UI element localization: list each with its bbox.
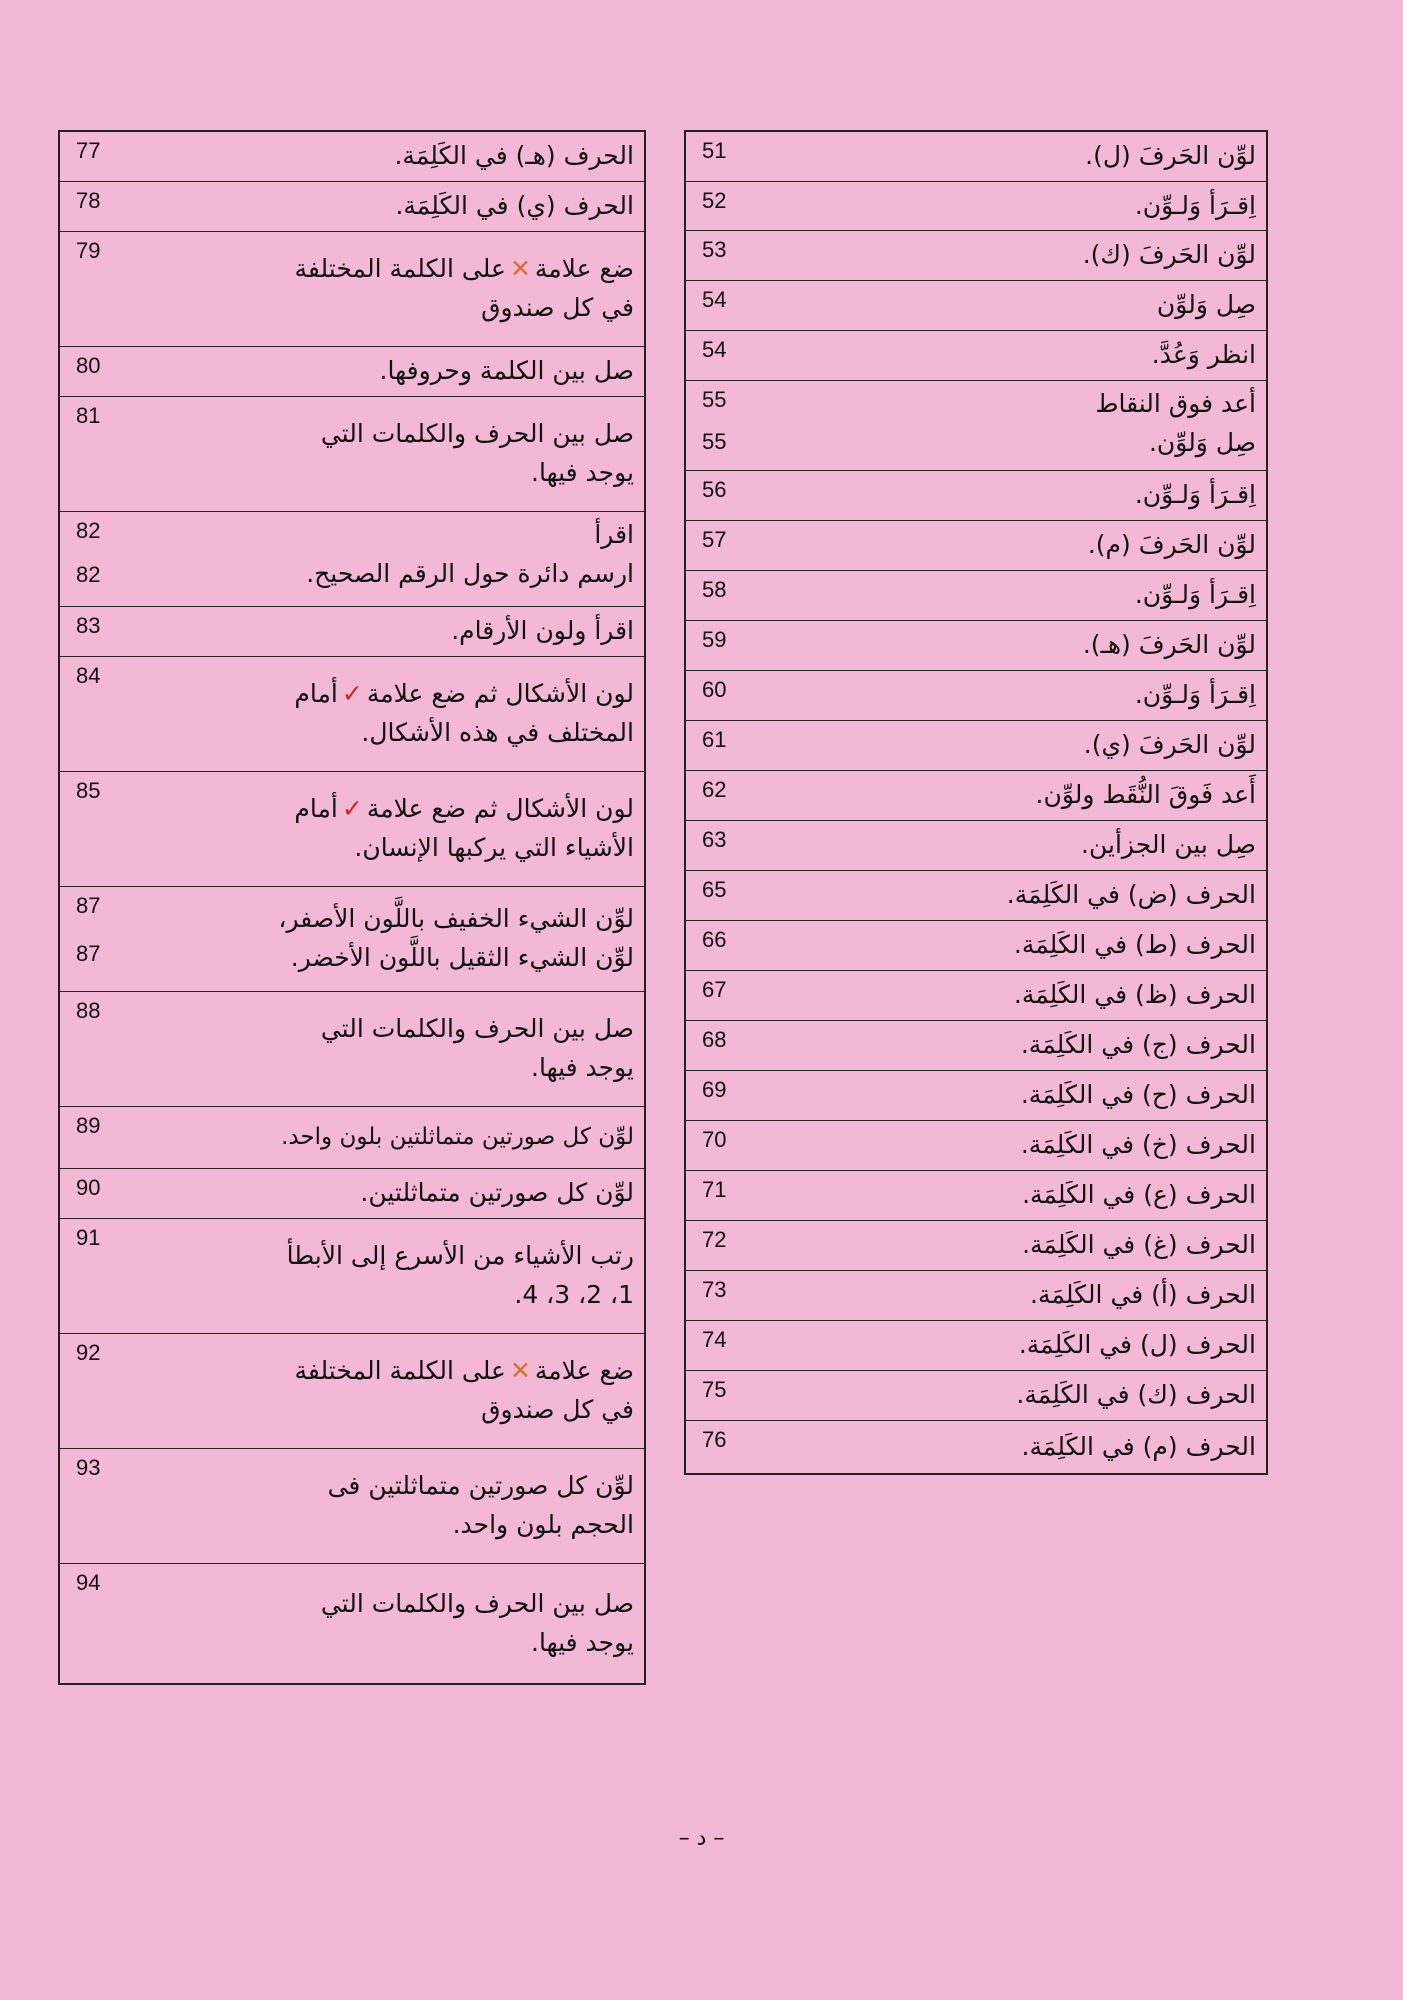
toc-page-number: 56 xyxy=(702,477,727,502)
toc-entry-text: الحرف (هـ) في الكَلِمَة. xyxy=(394,141,634,171)
toc-page-number: 75 xyxy=(702,1377,727,1402)
toc-entry-text: الحرف (ض) في الكَلِمَة. xyxy=(1006,880,1256,910)
toc-entry-text: الحرف (أ) في الكَلِمَة. xyxy=(1030,1280,1256,1310)
toc-entry-text: ضع علامة xyxy=(534,1356,634,1386)
toc-entry-text: أمام xyxy=(294,794,338,824)
toc-row xyxy=(60,347,644,397)
toc-row xyxy=(686,1321,1266,1371)
toc-entry-text: الحرف (ظ) في الكَلِمَة. xyxy=(1013,980,1256,1010)
toc-entry-text: صل بين الكلمة وحروفها. xyxy=(379,356,634,386)
toc-row xyxy=(686,1421,1266,1473)
toc-row xyxy=(60,992,644,1107)
toc-page-number: 82 xyxy=(76,518,101,543)
toc-entry-text: يوجد فيها. xyxy=(531,458,634,487)
toc-entry-text: الحرف (ك) في الكَلِمَة. xyxy=(1016,1380,1256,1410)
toc-page-number: 55 xyxy=(702,429,727,454)
toc-entry-line xyxy=(140,675,634,714)
toc-page-number: 87 xyxy=(76,893,101,918)
toc-row xyxy=(686,971,1266,1021)
toc-row xyxy=(60,1169,644,1219)
toc-row xyxy=(686,1221,1266,1271)
toc-entry-text: صِل وَلوِّن xyxy=(1156,290,1256,320)
toc-row xyxy=(686,1071,1266,1121)
toc-entry-text: لوِّن الحَرفَ (ي). xyxy=(1083,730,1256,760)
toc-row xyxy=(686,921,1266,971)
toc-entry-block xyxy=(140,1334,634,1448)
toc-entry-block xyxy=(140,657,634,771)
toc-row xyxy=(60,772,644,887)
toc-entry-text: الحرف (ح) في الكَلِمَة. xyxy=(1020,1080,1256,1110)
toc-entry-text: اِقـرَأ وَلـوِّن. xyxy=(1134,580,1256,610)
toc-entry-text: الأشياء التي يركبها الإنسان. xyxy=(354,833,634,862)
toc-entry-text: الحرف (ل) في الكَلِمَة. xyxy=(1018,1330,1256,1360)
toc-row xyxy=(686,521,1266,571)
toc-entry-text: صل بين الحرف والكلمات التي xyxy=(320,1588,634,1618)
toc-row xyxy=(60,397,644,512)
toc-entry-text: لوِّن الحَرفَ (هـ). xyxy=(1082,630,1256,660)
toc-page-number: 58 xyxy=(702,577,727,602)
toc-page-number: 94 xyxy=(76,1570,101,1595)
toc-entry-text: يوجد فيها. xyxy=(531,1053,634,1082)
toc-entry-block xyxy=(140,232,634,346)
toc-entry-text: أعد فوق النقاط xyxy=(1095,389,1256,418)
toc-row xyxy=(686,1371,1266,1421)
toc-row xyxy=(686,1171,1266,1221)
toc-entry-text: اِقـرَأ وَلـوِّن. xyxy=(1134,680,1256,710)
toc-page-number: 72 xyxy=(702,1227,727,1252)
toc-row xyxy=(686,331,1266,381)
toc-entry-text: صل بين الحرف والكلمات التي xyxy=(320,1014,634,1044)
toc-entry-block xyxy=(140,512,634,606)
toc-row xyxy=(686,471,1266,521)
toc-entry-text: في كل صندوق xyxy=(481,1395,634,1424)
toc-page-number: 54 xyxy=(702,337,727,362)
toc-page-number: 77 xyxy=(76,138,101,163)
toc-entry-text: لوِّن كل صورتين متماثلتين. xyxy=(360,1178,634,1208)
toc-entry-text: الحجم بلون واحد. xyxy=(452,1510,634,1539)
toc-entry-text: في كل صندوق xyxy=(481,293,634,322)
toc-entry-block xyxy=(140,1564,634,1683)
toc-page-number: 71 xyxy=(702,1177,727,1202)
toc-page-number: 53 xyxy=(702,237,727,262)
toc-page-number: 67 xyxy=(702,977,727,1002)
toc-entry-text: اقرأ ولون الأرقام. xyxy=(451,616,634,646)
toc-row xyxy=(60,232,644,347)
toc-entry-text: انظر وَعُدَّ. xyxy=(1151,340,1256,370)
toc-entry-text: اِقـرَأ وَلـوِّن. xyxy=(1134,480,1256,510)
toc-row xyxy=(60,512,644,607)
toc-entry-text: الحرف (م) في الكَلِمَة. xyxy=(1021,1431,1256,1461)
toc-row xyxy=(686,182,1266,231)
toc-page-number: 55 xyxy=(702,387,727,412)
toc-entry-text: صِل بين الجزأين. xyxy=(1081,830,1256,860)
toc-page-number: 79 xyxy=(76,238,101,263)
toc-page-number: 52 xyxy=(702,188,727,213)
toc-entry-text: 1، 2، 3، 4. xyxy=(514,1280,634,1309)
toc-row xyxy=(686,671,1266,721)
toc-page-number: 74 xyxy=(702,1327,727,1352)
toc-entry-text: الحرف (ع) في الكَلِمَة. xyxy=(1022,1180,1256,1210)
toc-entry-text: لوِّن كل صورتين متماثلتين فى xyxy=(327,1471,634,1501)
toc-row xyxy=(686,281,1266,331)
toc-page-number: 60 xyxy=(702,677,727,702)
toc-page-number: 78 xyxy=(76,188,101,213)
toc-page-number: 88 xyxy=(76,998,101,1023)
toc-table-right xyxy=(684,130,1268,1475)
toc-row xyxy=(686,231,1266,281)
toc-entry-text: على الكلمة المختلفة xyxy=(294,254,506,284)
toc-row xyxy=(686,132,1266,182)
toc-row xyxy=(686,1021,1266,1071)
toc-entry-text: يوجد فيها. xyxy=(531,1627,634,1657)
toc-page-number: 93 xyxy=(76,1455,101,1480)
toc-entry-text: لوِّن كل صورتين متماثلتين بلون واحد. xyxy=(281,1123,634,1150)
x-mark-icon: ✕ xyxy=(509,254,531,284)
toc-page-number: 85 xyxy=(76,778,101,803)
toc-page-number: 59 xyxy=(702,627,727,652)
toc-entry-text: ارسم دائرة حول الرقم الصحيح. xyxy=(306,558,634,588)
toc-entry-line xyxy=(140,790,634,829)
toc-row xyxy=(686,571,1266,621)
check-mark-icon: ✓ xyxy=(341,794,363,824)
toc-row xyxy=(60,607,644,657)
toc-row xyxy=(686,871,1266,921)
toc-entry-text: على الكلمة المختلفة xyxy=(294,1356,506,1386)
toc-row xyxy=(686,1271,1266,1321)
toc-entry-block xyxy=(140,887,634,991)
toc-entry-line xyxy=(140,250,634,289)
toc-page-number: 68 xyxy=(702,1027,727,1052)
toc-row xyxy=(686,771,1266,821)
toc-page-number: 57 xyxy=(702,527,727,552)
toc-page-number: 82 xyxy=(76,562,101,587)
toc-row xyxy=(686,721,1266,771)
toc-entry-text: لوِّن الحَرفَ (ل). xyxy=(1085,141,1256,171)
toc-entry-block xyxy=(140,992,634,1106)
toc-entry-text: اقرأ xyxy=(594,520,634,549)
toc-page-number: 62 xyxy=(702,777,727,802)
toc-page-number: 51 xyxy=(702,138,727,163)
toc-entry-text: الحرف (ج) في الكَلِمَة. xyxy=(1020,1030,1256,1060)
toc-row xyxy=(60,1564,644,1683)
toc-row xyxy=(60,887,644,992)
toc-entry-text: المختلف في هذه الأشكال. xyxy=(361,718,634,747)
toc-row xyxy=(60,657,644,772)
toc-entry-text: لوِّن الشيء الثقيل باللَّون الأخضر. xyxy=(290,943,634,972)
toc-page-number: 84 xyxy=(76,663,101,688)
toc-row xyxy=(686,621,1266,671)
toc-page-number: 89 xyxy=(76,1113,101,1138)
toc-entry-text: لوِّن الشيء الخفيف باللَّون الأصفر، xyxy=(278,904,634,934)
toc-page-number: 90 xyxy=(76,1175,101,1200)
toc-entry-text: الحرف (ي) في الكَلِمَة. xyxy=(395,191,634,221)
toc-entry-line xyxy=(140,1352,634,1391)
toc-page-number: 61 xyxy=(702,727,727,752)
toc-entry-text: صل بين الحرف والكلمات التي xyxy=(320,419,634,449)
toc-entry-text: الحرف (غ) في الكَلِمَة. xyxy=(1022,1230,1256,1260)
toc-row xyxy=(60,1107,644,1169)
toc-table-left xyxy=(58,130,646,1685)
toc-entry-text: ضع علامة xyxy=(534,254,634,284)
toc-page-number: 63 xyxy=(702,827,727,852)
toc-page-number: 66 xyxy=(702,927,727,952)
toc-entry-text: الحرف (ط) في الكَلِمَة. xyxy=(1013,930,1256,960)
toc-entry-block xyxy=(140,1449,634,1563)
toc-row xyxy=(60,182,644,232)
page-number-footer: – د – xyxy=(678,1826,725,1851)
toc-entry-text: أمام xyxy=(294,679,338,709)
toc-page-number: 81 xyxy=(76,403,101,428)
toc-page-number: 65 xyxy=(702,877,727,902)
toc-entry-text: اِقـرَأ وَلـوِّن. xyxy=(1134,190,1256,220)
toc-page-number: 69 xyxy=(702,1077,727,1102)
toc-entry-text: لون الأشكال ثم ضع علامة xyxy=(366,794,634,824)
toc-entry-text: رتب الأشياء من الأسرع إلى الأبطأ xyxy=(286,1241,634,1271)
toc-page-number: 54 xyxy=(702,287,727,312)
toc-page-number: 87 xyxy=(76,941,101,966)
toc-page-number: 73 xyxy=(702,1277,727,1302)
toc-entry-text: لون الأشكال ثم ضع علامة xyxy=(366,679,634,709)
toc-row xyxy=(60,1449,644,1564)
check-mark-icon: ✓ xyxy=(341,679,363,709)
toc-row xyxy=(60,1219,644,1334)
toc-entry-text: الحرف (خ) في الكَلِمَة. xyxy=(1020,1130,1256,1160)
toc-row xyxy=(60,132,644,182)
toc-page-number: 70 xyxy=(702,1127,727,1152)
toc-row xyxy=(60,1334,644,1449)
toc-entry-block xyxy=(140,1219,634,1333)
toc-entry-block xyxy=(140,397,634,511)
toc-page-number: 91 xyxy=(76,1225,101,1250)
toc-row xyxy=(686,1121,1266,1171)
toc-entry-text: أَعد فَوقَ النُّقَط ولوِّن. xyxy=(1035,780,1256,810)
toc-row xyxy=(686,821,1266,871)
x-mark-icon: ✕ xyxy=(509,1356,531,1386)
toc-entry-text: لوِّن الحَرفَ (ك). xyxy=(1082,240,1256,270)
toc-page-number: 76 xyxy=(702,1427,727,1452)
toc-entry-block xyxy=(140,772,634,886)
toc-row xyxy=(686,381,1266,471)
toc-entry-text: لوِّن الحَرفَ (م). xyxy=(1087,530,1256,560)
toc-entry-block xyxy=(766,381,1256,470)
toc-entry-text: صِل وَلوِّن. xyxy=(1148,427,1256,457)
toc-page-number: 92 xyxy=(76,1340,101,1365)
toc-page-number: 83 xyxy=(76,613,101,638)
toc-page-number: 80 xyxy=(76,353,101,378)
